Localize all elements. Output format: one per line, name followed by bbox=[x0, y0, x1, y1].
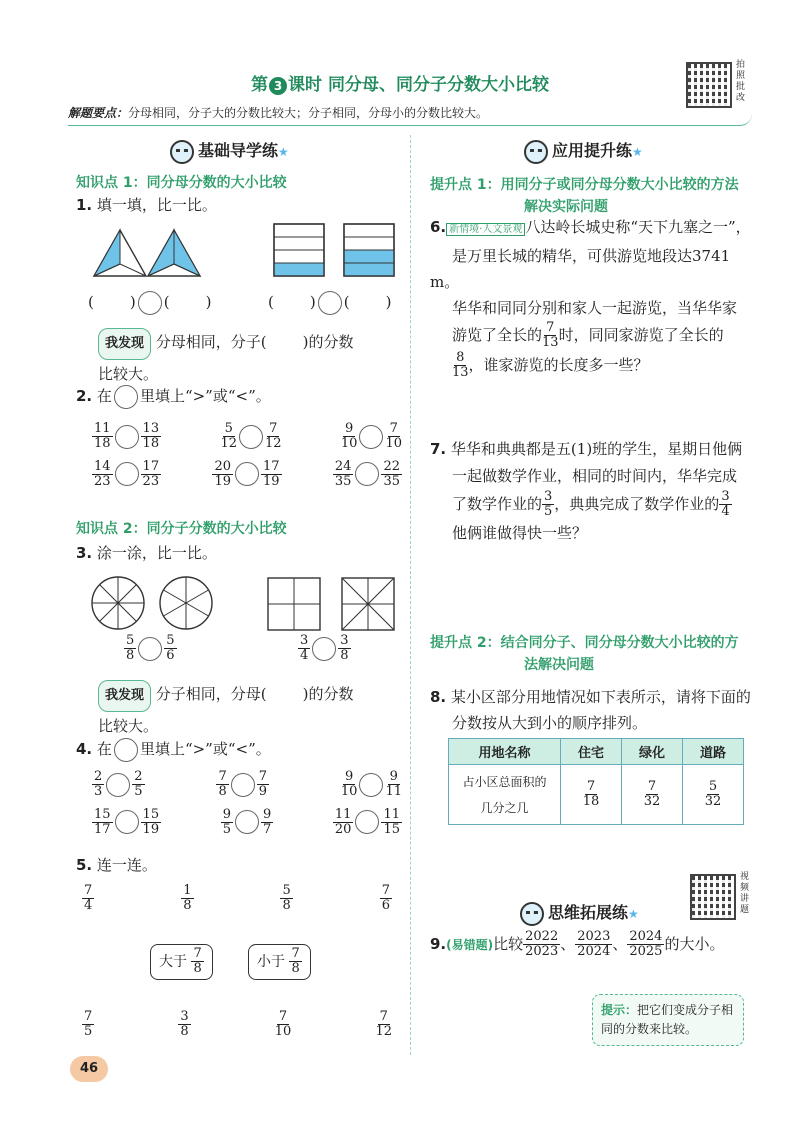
q9-tag: (易错题) bbox=[446, 937, 494, 952]
section-apply-title: 应用提升练★ bbox=[524, 138, 643, 164]
rectangle-figures bbox=[272, 222, 396, 278]
q5-box-greater[interactable]: 大于 $\frac{7}{8}$ bbox=[150, 944, 213, 980]
question-2: 2. 在 里填上“>”或“<”。 bbox=[76, 385, 271, 409]
qr-code-icon[interactable] bbox=[686, 62, 732, 108]
question-5: 5. 连一连。 bbox=[76, 856, 157, 874]
question-1: 1. 填一填，比一比。 bbox=[76, 196, 217, 214]
table-row: 占小区总面积的 几分之几 $\frac{7}{18}$ $\frac{7}{32}$ $\frac{5}{32}$ bbox=[449, 765, 744, 825]
tip-label: 解题要点： bbox=[68, 106, 129, 120]
qr-video-label: 视频讲题 bbox=[740, 872, 750, 915]
star-icon: ★ bbox=[628, 907, 639, 921]
q5-bottom-row bbox=[82, 1010, 392, 1040]
table-header: 用地名称 bbox=[449, 739, 561, 765]
match-fraction[interactable]: $\frac{7}{6}$ bbox=[381, 883, 390, 914]
compare-circle bbox=[355, 462, 379, 486]
compare-circle bbox=[239, 425, 263, 449]
qr-code-video-icon[interactable] bbox=[690, 874, 736, 920]
knowledge-point-2: 知识点 2：同分子分数的大小比较 bbox=[76, 521, 287, 537]
compare-row bbox=[92, 422, 402, 452]
match-fraction[interactable]: $\frac{3}{8}$ bbox=[180, 1009, 189, 1040]
compare-item[interactable]: $\frac{15}{17}$ $\frac{15}{19}$ bbox=[94, 806, 160, 837]
match-fraction[interactable]: $\frac{7}{10}$ bbox=[274, 1009, 292, 1040]
compare-circle bbox=[231, 773, 255, 797]
q4-grid bbox=[92, 770, 402, 845]
circle-figures bbox=[90, 574, 216, 632]
compare-item[interactable]: $\frac{9}{10}$ $\frac{9}{11}$ bbox=[340, 769, 402, 800]
triangle-figures bbox=[92, 228, 202, 280]
hint-box: 提示：把它们变成分子相同的分数来比较。 bbox=[592, 994, 744, 1046]
compare-circle bbox=[115, 810, 139, 834]
compare-circle bbox=[115, 425, 139, 449]
match-fraction[interactable]: $\frac{7}{4}$ bbox=[84, 883, 93, 914]
match-fraction[interactable]: $\frac{7}{5}$ bbox=[84, 1009, 93, 1040]
compare-circle bbox=[359, 425, 383, 449]
question-9: 9.(易错题)比较 $\frac{2022}{2023}$ 、 $\frac{2023}{2024}$ 、 $\frac{2024}{2025}$ 的大小。 bbox=[430, 929, 725, 960]
compare-circle bbox=[355, 810, 379, 834]
q5-top-row bbox=[82, 884, 392, 914]
compare-circle bbox=[359, 773, 383, 797]
compare-circle bbox=[106, 773, 130, 797]
match-fraction[interactable]: $\frac{5}{8}$ bbox=[282, 883, 291, 914]
discover-badge: 我发现 bbox=[98, 680, 151, 712]
question-8: 8. 某小区部分用地情况如下表所示，请将下面的 分数按从大到小的顺序排列。 bbox=[430, 688, 751, 732]
compare-item[interactable]: $\frac{24}{35}$ $\frac{22}{35}$ bbox=[334, 458, 400, 489]
section-basic-title: 基础导学练★ bbox=[170, 138, 289, 164]
square-figures bbox=[266, 576, 398, 632]
improve-point-1: 提升点 1：用同分子或同分母分数大小比较的方法 解决实际问题 bbox=[430, 177, 739, 215]
q5-box-less[interactable]: 小于 $\frac{7}{8}$ bbox=[248, 944, 311, 980]
discover-badge: 我发现 bbox=[98, 328, 151, 360]
q1-answer-row-left[interactable]: ( ) ( ) bbox=[88, 291, 211, 315]
compare-item[interactable]: $\frac{11}{20}$ $\frac{11}{15}$ bbox=[334, 806, 400, 837]
compare-item[interactable]: $\frac{20}{19}$ $\frac{17}{19}$ bbox=[214, 458, 280, 489]
page-number: 46 bbox=[70, 1056, 108, 1082]
compare-row bbox=[92, 460, 402, 490]
match-fraction[interactable]: $\frac{7}{12}$ bbox=[375, 1009, 392, 1040]
discover-1: 我发现 分母相同，分子( )的分数 比较大。 bbox=[98, 328, 398, 388]
improve-point-2: 提升点 2：结合同分子、同分母分数大小比较的方 法解决问题 bbox=[430, 635, 739, 673]
knowledge-point-1: 知识点 1：同分母分数的大小比较 bbox=[76, 175, 287, 191]
question-6: 6. 新情境·人文景观 八达岭长城史称“天下九塞之一”， 是万里长城的精华，可供游览地段达3741 m。 华华和同同分别和家人一起游览，当华华家 游览了全长的 $\frac{7}{13}$ 时，同同家游览了全长的 $\frac{8}{13}$ ，谁家游览的长度多一些？ bbox=[430, 218, 751, 380]
compare-circle bbox=[138, 291, 162, 315]
section-think-title: 思维拓展练★ bbox=[520, 900, 639, 926]
question-3: 3. 涂一涂，比一比。 bbox=[76, 544, 217, 562]
compare-circle bbox=[235, 462, 259, 486]
q6-tag: 新情境·人文景观 bbox=[446, 223, 525, 236]
table-header: 绿化 bbox=[622, 739, 683, 765]
compare-row bbox=[92, 770, 402, 800]
compare-row bbox=[92, 808, 402, 838]
q3-compare-right[interactable]: $\frac{3}{4}$ $\frac{3}{8}$ bbox=[300, 633, 349, 664]
compare-item[interactable]: $\frac{7}{8}$ $\frac{7}{9}$ bbox=[218, 769, 268, 800]
land-use-table bbox=[448, 738, 744, 825]
q3-compare-left[interactable]: $\frac{5}{8}$ $\frac{5}{6}$ bbox=[126, 633, 175, 664]
compare-item[interactable]: $\frac{2}{3}$ $\frac{2}{5}$ bbox=[94, 769, 143, 800]
qr-label: 拍照批改 bbox=[736, 60, 746, 103]
table-header: 住宅 bbox=[561, 739, 622, 765]
star-icon: ★ bbox=[278, 145, 289, 159]
compare-item[interactable]: $\frac{14}{23}$ $\frac{17}{23}$ bbox=[94, 458, 160, 489]
mascot-icon bbox=[520, 902, 544, 926]
compare-circle bbox=[235, 810, 259, 834]
column-divider bbox=[410, 135, 411, 1055]
mascot-icon bbox=[524, 140, 548, 164]
compare-circle bbox=[318, 291, 342, 315]
q2-grid bbox=[92, 422, 402, 497]
tip-text: 分母相同，分子大的分数比较大；分子相同，分母小的分数比较大。 bbox=[128, 106, 489, 120]
compare-item[interactable]: $\frac{5}{12}$ $\frac{7}{12}$ bbox=[220, 421, 282, 452]
match-fraction[interactable]: $\frac{1}{8}$ bbox=[183, 883, 192, 914]
page-title: 第 3 课时 同分母、同分子分数大小比较 bbox=[251, 75, 549, 95]
compare-circle bbox=[115, 462, 139, 486]
mascot-icon bbox=[170, 140, 194, 164]
discover-2: 我发现 分子相同，分母( )的分数 比较大。 bbox=[98, 680, 408, 740]
star-icon: ★ bbox=[632, 145, 643, 159]
table-header: 道路 bbox=[683, 739, 744, 765]
compare-item[interactable]: $\frac{9}{5}$ $\frac{9}{7}$ bbox=[222, 806, 272, 837]
q1-answer-row-right[interactable]: ( ) ( ) bbox=[268, 291, 391, 315]
tip-bar bbox=[68, 104, 752, 126]
compare-item[interactable]: $\frac{11}{18}$ $\frac{13}{18}$ bbox=[94, 421, 160, 452]
question-7: 7. 华华和典典都是五(1)班的学生，星期日他俩 一起做数学作业，相同的时间内，华华完成 了数学作业的 $\frac{3}{5}$ ，典典完成了数学作业的 $\frac{3}{4}$ 他俩谁做得快一些？ bbox=[430, 440, 743, 542]
question-4: 4. 在 里填上“>”或“<”。 bbox=[76, 738, 271, 762]
compare-item[interactable]: $\frac{9}{10}$ $\frac{7}{10}$ bbox=[340, 421, 402, 452]
